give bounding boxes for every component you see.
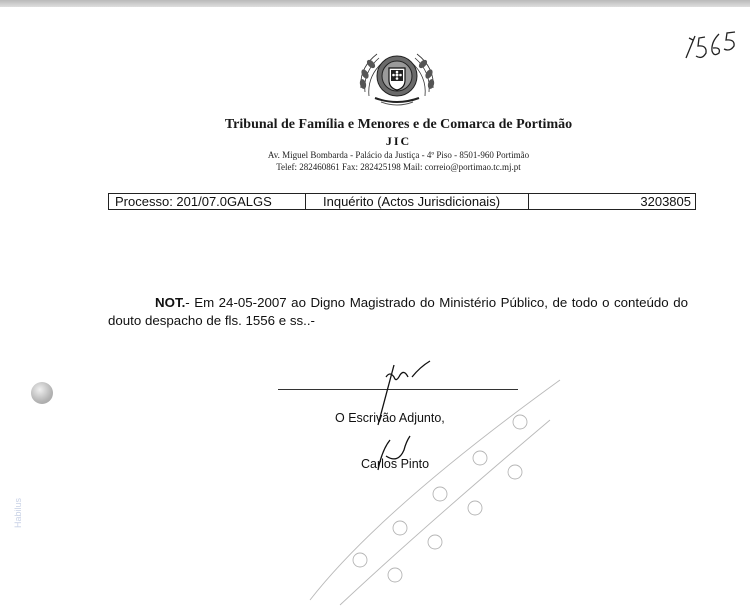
signatory-name: Carlos Pinto <box>361 457 430 471</box>
notice-text: - Em 24-05-2007 ao Digno Magistrado do Ministério Público, de todo o conteúdo do douto despacho de fls. 1556 e ss..- <box>108 295 688 328</box>
court-name: Tribunal de Família e Menores e de Comarca de Portimão <box>224 117 573 132</box>
court-address: Av. Miguel Bombarda - Palácio da Justiça - 4º Piso - 8501-960 Portimão <box>267 150 530 160</box>
edge-stamp-text: Habilus <box>13 497 23 528</box>
portuguese-coat-of-arms-icon <box>355 48 439 110</box>
court-unit: JIC <box>385 134 412 148</box>
court-contacts: Telef: 282460861 Fax: 282425198 Mail: correio@portimao.tc.mj.pt <box>276 162 521 172</box>
scan-top-edge <box>0 0 750 7</box>
reproduction-watermark <box>300 360 600 610</box>
process-reference: 3203805 <box>640 194 691 209</box>
process-type: Inquérito (Actos Jurisdicionais) <box>306 194 529 209</box>
notice-prefix: NOT. <box>155 295 186 310</box>
handwritten-page-number <box>683 28 743 64</box>
process-number: Processo: 201/07.0GALGS <box>109 194 306 209</box>
signatory-title: O Escrivão Adjunto, <box>335 411 445 425</box>
notification-paragraph <box>108 294 688 330</box>
punch-hole <box>31 382 53 404</box>
process-info-box <box>108 193 696 210</box>
